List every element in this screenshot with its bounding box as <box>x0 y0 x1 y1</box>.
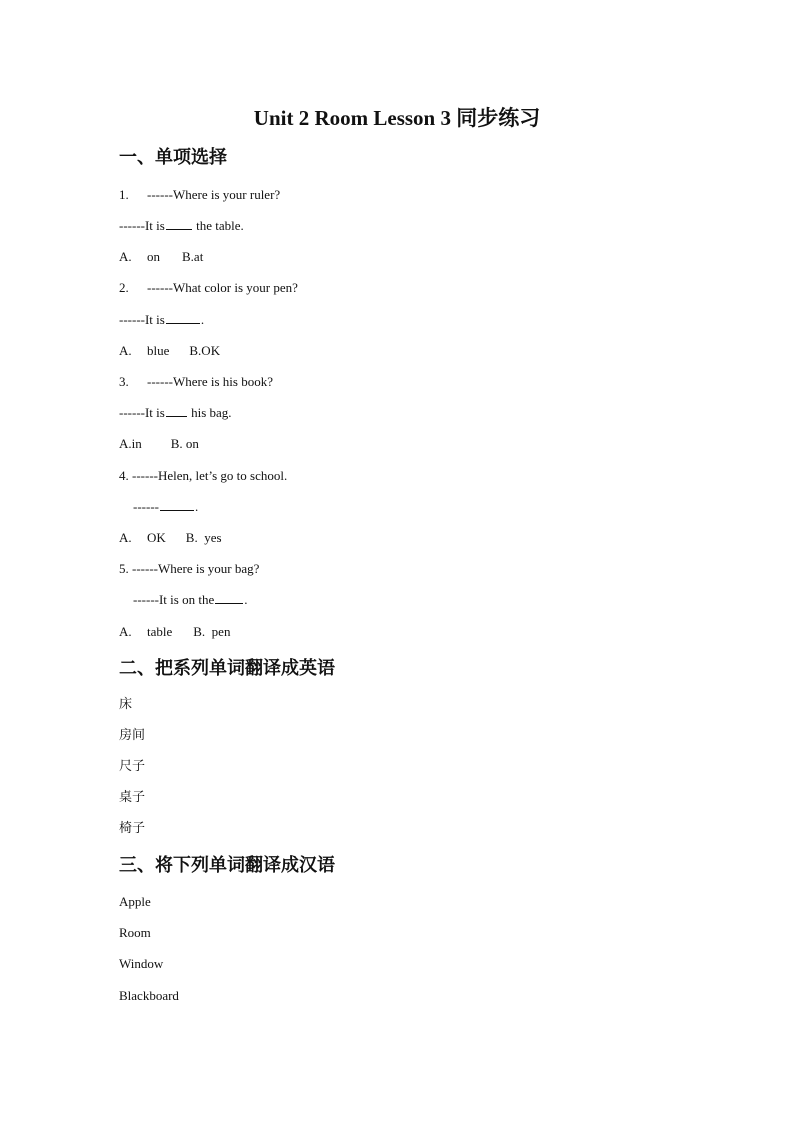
word-item: 桌子 <box>119 790 146 805</box>
answer-suffix: . <box>194 499 199 514</box>
question-5-options <box>119 623 230 641</box>
section-heading-translate-to-chinese: 三、将下列单词翻译成汉语 <box>119 855 335 876</box>
option-b: B. on <box>170 436 199 451</box>
page-title: Unit 2 Room Lesson 3 同步练习 <box>253 106 541 130</box>
question-3-options <box>119 435 199 453</box>
answer-prefix: ------It is <box>119 405 165 420</box>
question-text: 4. ------Helen, let’s go to school. <box>119 468 288 483</box>
answer-suffix: . <box>200 312 205 327</box>
option-a: on <box>147 249 160 264</box>
question-number: 1. <box>119 187 129 202</box>
question-text: ------Where is his book? <box>147 374 273 389</box>
answer-prefix: ------It is <box>119 218 165 233</box>
option-a: table <box>147 624 173 639</box>
answer-suffix: the table. <box>192 218 244 233</box>
question-5-answer <box>133 591 247 609</box>
answer-suffix: . <box>244 592 248 607</box>
answer-blank <box>166 311 200 324</box>
question-5 <box>119 560 259 578</box>
answer-suffix: his bag. <box>187 405 232 420</box>
option-b: B. yes <box>185 530 222 545</box>
option-b: B. pen <box>193 624 231 639</box>
answer-blank <box>160 498 194 511</box>
word-item: Blackboard <box>119 988 179 1003</box>
answer-blank <box>215 591 243 604</box>
question-4-options <box>119 529 222 547</box>
section-heading-multiple-choice: 一、单项选择 <box>119 147 227 168</box>
option-b: B.OK <box>189 343 221 358</box>
answer-blank <box>166 217 192 230</box>
option-a: OK <box>147 530 166 545</box>
answer-prefix: ------It is on the <box>133 592 215 607</box>
question-2 <box>119 279 298 297</box>
question-4 <box>119 467 287 485</box>
question-number: 2. <box>119 280 129 295</box>
question-3-answer <box>119 404 232 422</box>
option-b: B.at <box>182 249 204 264</box>
question-2-options <box>119 342 220 360</box>
question-1 <box>119 186 280 204</box>
word-item: 房间 <box>119 728 146 743</box>
option-a-letter: A. <box>119 624 132 639</box>
question-text: ------Where is your ruler? <box>147 187 281 202</box>
answer-prefix: ------ <box>133 499 159 514</box>
word-item: 椅子 <box>119 821 146 836</box>
question-3 <box>119 373 273 391</box>
answer-prefix: ------It is <box>119 312 165 327</box>
word-item: Room <box>119 925 151 940</box>
question-1-answer <box>119 217 244 235</box>
question-4-answer <box>133 498 198 516</box>
answer-blank <box>166 404 187 417</box>
option-a: A.in <box>119 436 142 451</box>
option-a-letter: A. <box>119 530 132 545</box>
word-item: 尺子 <box>119 759 146 774</box>
option-a: blue <box>147 343 170 358</box>
option-a-letter: A. <box>119 343 132 358</box>
word-item: 床 <box>119 697 133 712</box>
question-number: 3. <box>119 374 129 389</box>
question-text: 5. ------Where is your bag? <box>119 561 260 576</box>
option-a-letter: A. <box>119 249 132 264</box>
word-item: Window <box>119 956 164 971</box>
question-1-options <box>119 248 203 266</box>
question-text: ------What color is your pen? <box>147 280 298 295</box>
question-2-answer <box>119 311 204 329</box>
section-heading-translate-to-english: 二、把系列单词翻译成英语 <box>119 658 335 679</box>
word-item: Apple <box>119 894 151 909</box>
